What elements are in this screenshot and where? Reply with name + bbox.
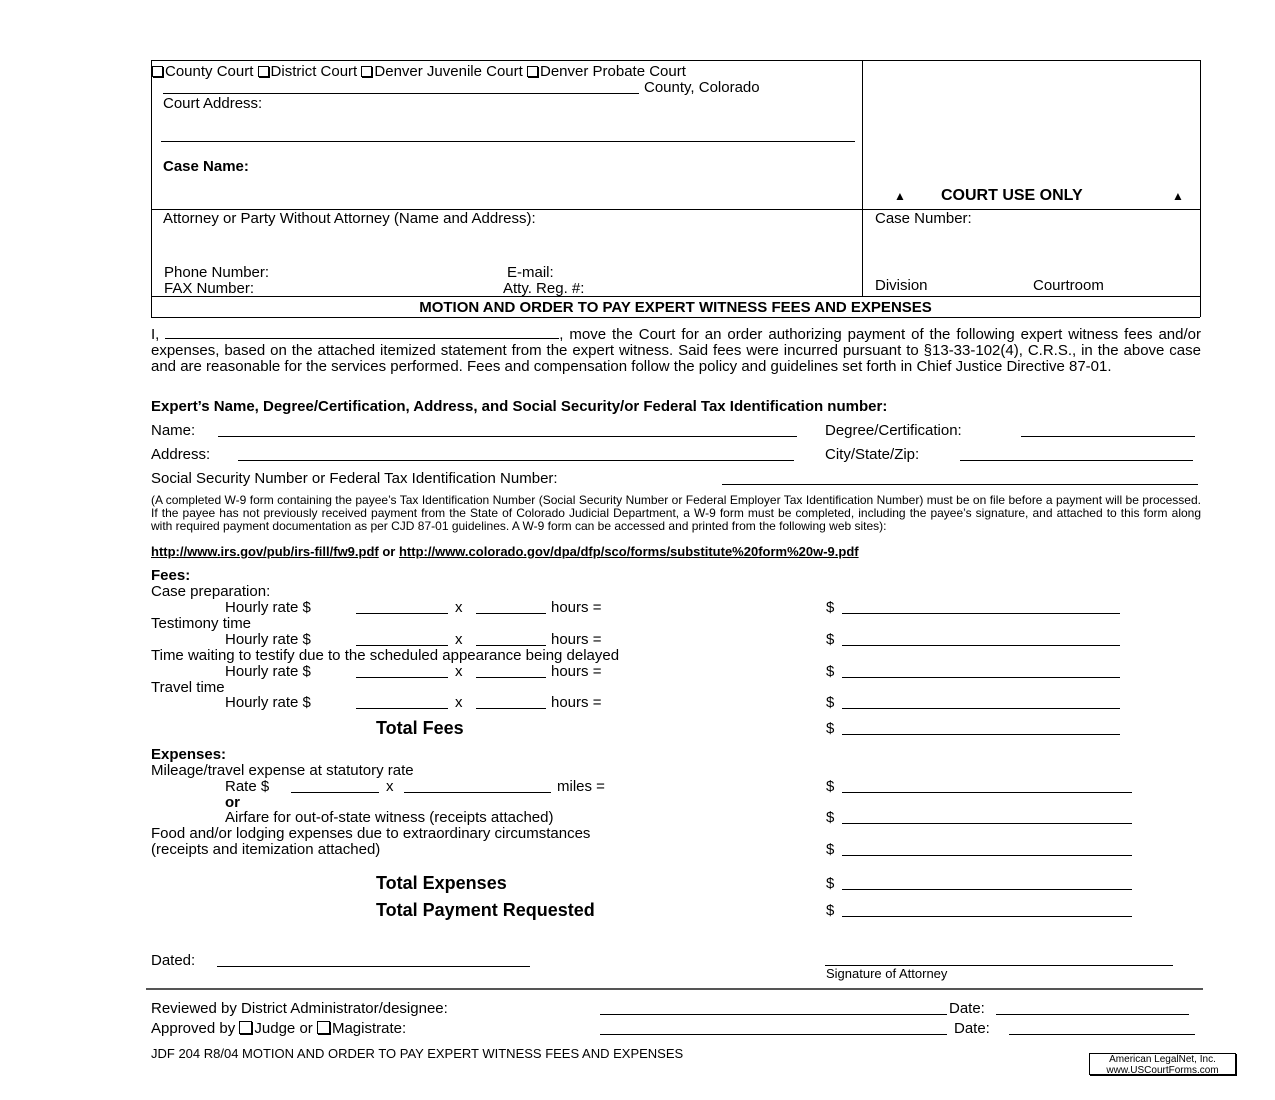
fee-category-label: Travel time <box>151 679 225 696</box>
atty-reg-label: Atty. Reg. #: <box>503 280 585 297</box>
irs-w9-link[interactable]: http://www.irs.gov/pub/irs-fill/fw9.pdf <box>151 544 379 559</box>
expert-heading: Expert’s Name, Degree/Certification, Address, and Social Security/or Federal Tax Identification number: <box>151 398 888 415</box>
total-payment-label: Total Payment Requested <box>376 900 595 920</box>
airfare-label: Airfare for out-of-state witness (receipts attached) <box>225 809 554 826</box>
reviewed-date-field[interactable] <box>996 1014 1189 1015</box>
fee-category-label: Time waiting to testify due to the scheduled appearance being delayed <box>151 647 620 664</box>
court-address-label: Court Address: <box>163 95 263 112</box>
county-court-checkbox[interactable] <box>152 66 163 77</box>
ssn-field[interactable] <box>722 484 1198 485</box>
magistrate-checkbox[interactable] <box>317 1021 330 1034</box>
phone-label: Phone Number: <box>164 264 270 281</box>
miles-field[interactable] <box>404 792 551 793</box>
approved-row: Approved by Judge or Magistrate: <box>151 1020 407 1037</box>
courtroom-label: Courtroom <box>1033 277 1104 294</box>
total-fees-label: Total Fees <box>376 718 464 738</box>
arrow-up-icon: ▲ <box>894 189 906 203</box>
denver-probate-court-option[interactable]: Denver Probate Court <box>527 63 686 80</box>
mileage-rate-field[interactable] <box>291 792 379 793</box>
hours-field[interactable] <box>476 613 546 614</box>
food-lodging-label: Food and/or lodging expenses due to extraordinary circumstances <box>151 825 591 842</box>
w9-links: http://www.irs.gov/pub/irs-fill/fw9.pdf or http://www.colorado.gov/dpa/dfp/sco/forms/substitute%20form%20w-9.pdf <box>151 544 859 559</box>
hourly-rate-field[interactable] <box>356 613 448 614</box>
total-payment-field[interactable] <box>842 916 1132 917</box>
form-title: MOTION AND ORDER TO PAY EXPERT WITNESS FEES AND EXPENSES <box>419 299 932 316</box>
address-field[interactable] <box>238 460 794 461</box>
mileage-amount-field[interactable] <box>842 792 1132 793</box>
movant-name-field[interactable] <box>165 326 559 339</box>
email-label: E-mail: <box>507 264 554 281</box>
division-label: Division <box>875 277 928 294</box>
approver-signature-field[interactable] <box>600 1034 947 1035</box>
court-type-options <box>152 64 686 79</box>
airfare-amount-field[interactable] <box>842 823 1132 824</box>
legalnet-badge: American LegalNet, Inc. www.USCourtForms.com <box>1089 1053 1236 1075</box>
court-use-only-label: COURT USE ONLY <box>941 187 1083 204</box>
attorney-label: Attorney or Party Without Attorney (Name and Address): <box>163 210 536 227</box>
intro-paragraph: I, , move the Court for an order authorizing payment of the following expert witness fees and/or expenses, based on the attached itemized statement from the expert witness. Said fees were incurred pursuant to §13-33-102(4), C.R.S., in the above case and are reasonable for the services performed. Fees and compensation follow the policy and guidelines set forth in Chief Justice Directive 87-01. <box>151 326 1201 375</box>
fee-amount-field[interactable] <box>842 613 1120 614</box>
expert-name-field[interactable] <box>218 436 797 437</box>
denver-juvenile-court-checkbox[interactable] <box>361 66 372 77</box>
denver-probate-court-checkbox[interactable] <box>527 66 538 77</box>
total-expenses-label: Total Expenses <box>376 873 507 893</box>
county-suffix: County, Colorado <box>644 79 760 96</box>
judge-checkbox[interactable] <box>239 1021 252 1034</box>
arrow-up-icon: ▲ <box>1172 189 1184 203</box>
reviewed-label: Reviewed by District Administrator/designee: <box>151 1000 448 1017</box>
form-footer-id: JDF 204 R8/04 MOTION AND ORDER TO PAY EXPERT WITNESS FEES AND EXPENSES <box>151 1046 684 1061</box>
hourly-rate-field[interactable] <box>356 677 448 678</box>
case-number-label: Case Number: <box>875 210 972 227</box>
dated-field[interactable] <box>217 966 530 967</box>
denver-juvenile-court-option[interactable]: Denver Juvenile Court <box>361 63 522 80</box>
mileage-label: Mileage/travel expense at statutory rate <box>151 762 414 779</box>
county-name-field[interactable] <box>163 93 639 94</box>
district-court-option[interactable]: District Court <box>258 63 358 80</box>
hourly-rate-field[interactable] <box>356 708 448 709</box>
county-court-option[interactable]: County Court <box>152 63 253 80</box>
or-label: or <box>225 794 240 811</box>
fax-label: FAX Number: <box>164 280 255 297</box>
dated-label: Dated: <box>151 952 196 969</box>
degree-field[interactable] <box>1021 436 1195 437</box>
hourly-rate-field[interactable] <box>356 645 448 646</box>
city-state-zip-field[interactable] <box>960 460 1193 461</box>
fee-category-label: Testimony time <box>151 615 252 632</box>
judge-option[interactable]: Judge or <box>239 1020 312 1037</box>
court-address-field[interactable] <box>161 141 855 142</box>
magistrate-option[interactable]: Magistrate: <box>317 1020 406 1037</box>
fee-amount-field[interactable] <box>842 645 1120 646</box>
case-name-label: Case Name: <box>163 158 249 175</box>
degree-label: Degree/Certification: <box>825 422 962 439</box>
reviewer-signature-field[interactable] <box>600 1014 947 1015</box>
total-fees-field[interactable] <box>842 734 1120 735</box>
rate-label: Rate $ <box>225 778 270 795</box>
signature-caption: Signature of Attorney <box>826 966 948 981</box>
fee-amount-field[interactable] <box>842 677 1120 678</box>
food-lodging-label-2: (receipts and itemization attached) <box>151 841 381 858</box>
w9-note: (A completed W-9 form containing the payee’s Tax Identification Number (Social Security Number or Federal Employer Tax Identification Number) must be on file before a payment will be processed. If the payee has not previously received payment from the State of Colorado Judicial Department, a W-9 form must be completed, including the payee’s signature, and attached to this form along with required payment documentation as per CJD 87-01 guidelines. A W-9 form can be accessed and printed from the following web sites): <box>151 493 1201 533</box>
total-expenses-field[interactable] <box>842 889 1132 890</box>
hours-field[interactable] <box>476 677 546 678</box>
hours-field[interactable] <box>476 645 546 646</box>
address-label: Address: <box>151 446 211 463</box>
approved-date-field[interactable] <box>1009 1034 1195 1035</box>
food-lodging-amount-field[interactable] <box>842 855 1132 856</box>
fee-amount-field[interactable] <box>842 708 1120 709</box>
colorado-w9-link[interactable]: http://www.colorado.gov/dpa/dfp/sco/forms/substitute%20form%20w-9.pdf <box>398 544 859 559</box>
city-state-zip-label: City/State/Zip: <box>825 446 920 463</box>
expenses-heading: Expenses: <box>151 746 227 763</box>
hours-field[interactable] <box>476 708 546 709</box>
fee-category-label: Case preparation: <box>151 583 271 600</box>
expert-name-label: Name: <box>151 422 196 439</box>
fees-heading: Fees: <box>151 567 191 584</box>
district-court-checkbox[interactable] <box>258 66 269 77</box>
ssn-label: Social Security Number or Federal Tax Identification Number: <box>151 470 558 487</box>
section-divider <box>146 988 1203 990</box>
